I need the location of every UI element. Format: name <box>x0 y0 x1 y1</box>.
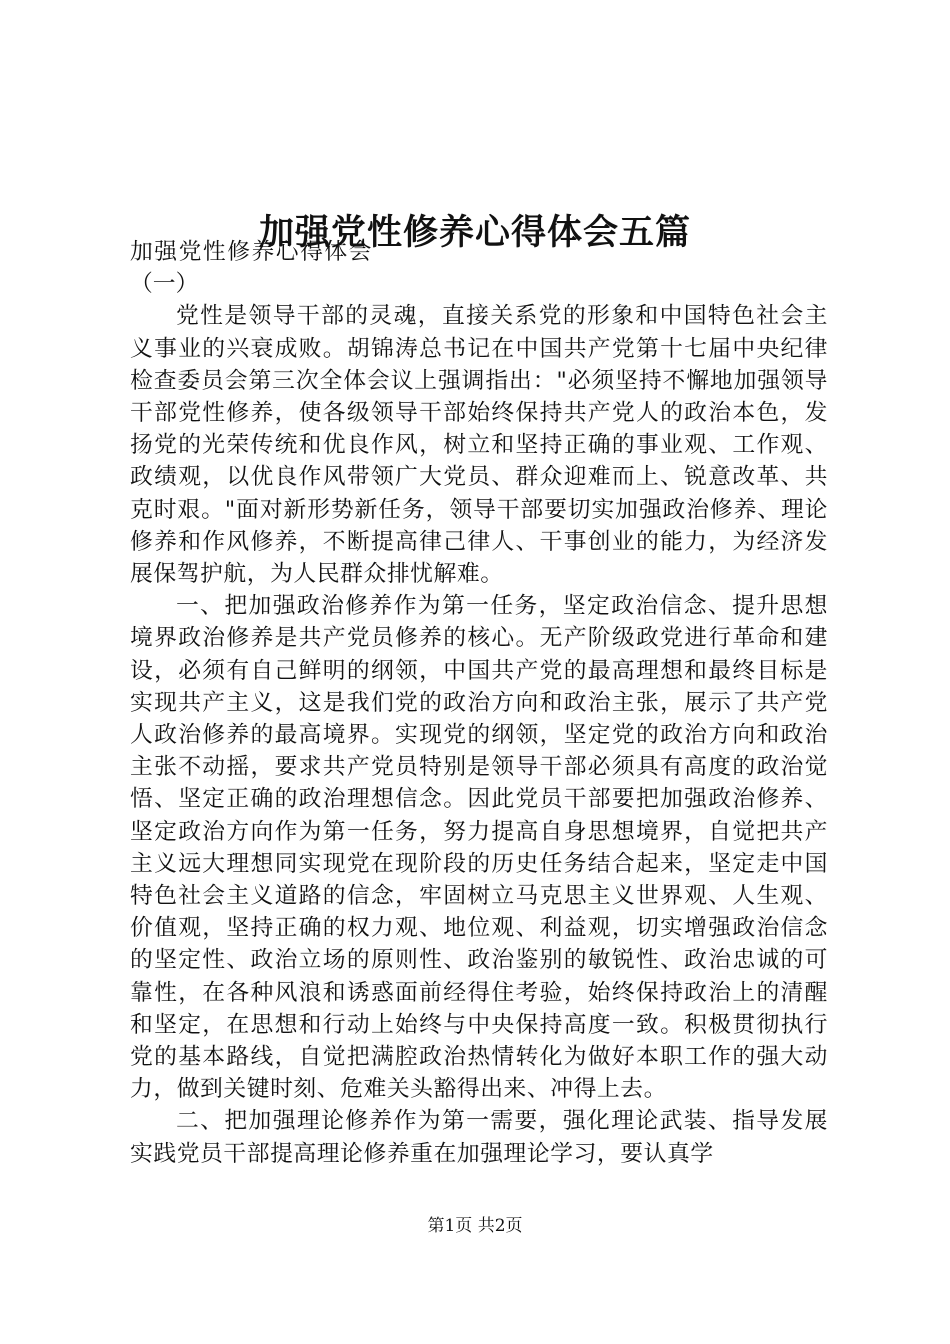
document-body <box>130 236 828 1170</box>
paragraph-theoretical-cultivation: 二、把加强理论修养作为第一需要，强化理论武装、指导发展实践党员干部提高理论修养重在加强理论学习，要认真学 <box>130 1108 828 1167</box>
paragraph-political-cultivation: 一、把加强政治修养作为第一任务，坚定政治信念、提升思想境界政治修养是共产党员修养的核心。无产阶级政党进行革命和建设，必须有自己鲜明的纲领，中国共产党的最高理想和最终目标是实现共产主义，这是我们党的政治方向和政治主张，展示了共产党人政治修养的最高境界。实现党的纲领，坚定党的政治方向和政治主张不动摇，要求共产党员特别是领导干部必须具有高度的政治觉悟、坚定正确的政治理想信念。因此党员干部要把加强政治修养、坚定政治方向作为第一任务，努力提高自身思想境界，自觉把共产主义远大理想同实现党在现阶段的历史任务结合起来，坚定走中国特色社会主义道路的信念，牢固树立马克思主义世界观、人生观、价值观，坚持正确的权力观、地位观、利益观，切实增强政治信念的坚定性、政治立场的原则性、政治鉴别的敏锐性、政治忠诚的可靠性，在各种风浪和诱惑面前经得住考验，始终保持政治上的清醒和坚定，在思想和行动上始终与中央保持高度一致。积极贯彻执行党的基本路线，自觉把满腔政治热情转化为做好本职工作的强大动力，做到关键时刻、危难关头豁得出来、冲得上去。 <box>130 593 828 1103</box>
document-subtitle: 加强党性修养心得体会 <box>130 239 373 265</box>
document-title: 加强党性修养心得体会五篇 <box>258 212 691 254</box>
paragraph-intro: 党性是领导干部的灵魂，直接关系党的形象和中国特色社会主义事业的兴衰成败。胡锦涛总书记在中国共产党第十七届中央纪律检查委员会第三次全体会议上强调指出："必须坚持不懈地加强领导干部党性修养，使各级领导干部始终保持共产党人的政治本色，发扬党的光荣传统和优良作风，树立和坚持正确的事业观、工作观、政绩观，以优良作风带领广大党员、群众迎难而上、锐意改革、共克时艰。"面对新形势新任务，领导干部要切实加强政治修养、理论修养和作风修养，不断提高律己律人、干事创业的能力，为经济发展保驾护航，为人民群众排忧解难。 <box>130 303 828 588</box>
section-number: （一） <box>130 271 199 298</box>
page-footer: 第1页 共2页 <box>427 1216 523 1236</box>
